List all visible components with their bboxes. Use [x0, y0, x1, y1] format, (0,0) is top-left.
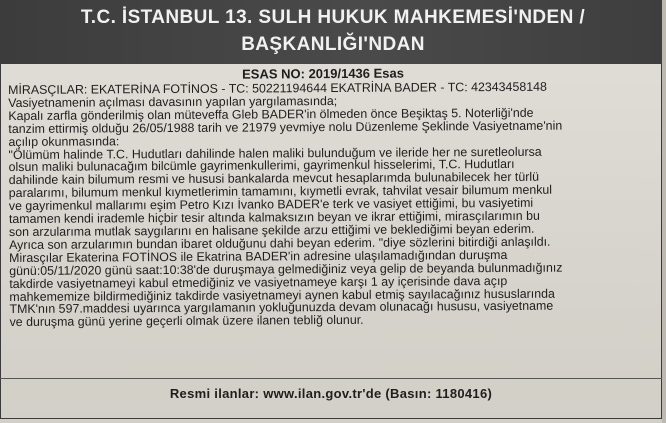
notice-line: tamamen kendi irademle hiçbir tesir altında kalmaksızın beyan ve ikrar ettiğimi, mirasçılarımın bu: [8, 208, 540, 227]
footer-divider: [0, 378, 662, 379]
notice-line: Mirasçılar Ekaterina FOTİNOS ile Ekatrina BADER'in adresine ulaşılamadığından duruşma: [9, 247, 508, 265]
notice-line: Kapalı zarfla gönderilmiş olan müteveffa Gleb BADER'in ölmeden önce Beşiktaş 5. Noterliği'nde: [8, 105, 534, 123]
notice-line: mahkememize bildirmediğiniz takdirde vasiyetnameyi aynen kabul etmiş sayılacağınız hususlarında: [9, 286, 555, 304]
notice-line: son arzularıma mutlak saygılarını en halisane şekilde arzu ettiğimi ve beklediğimi beyan ederim.: [8, 221, 535, 239]
notice-line: ve gayrimenkul mallarımı eşim Petro Kızı İvanko BADER'e terk ve vasiyet ettiğimi, bu vasiyetimi: [8, 195, 534, 214]
notice-line: Vasiyetnamenin açılması davasının yapılan yargılamasında;: [8, 93, 338, 110]
notice-line: MİRASÇILAR: EKATERİNA FOTİNOS - TC: 50221194644 EKATRİNA BADER - TC: 42343458148: [8, 79, 547, 97]
notice-line: paralarımı, bilumum menkul kıymetlerimin tamamını, kıymetli evrak, tahvilat vesair bilumum menkul: [8, 182, 553, 201]
header-line-2: BAŞKANLIĞI'NDAN: [241, 34, 425, 55]
case-number: ESAS NO: 2019/1436 Esas: [242, 65, 405, 82]
notice-line: TMK'nın 597.maddesi uyarınca yargılamanın yokluğunuzda devam olunacağı hususu, vasiyetname: [9, 299, 554, 317]
page-edge-shadow: [662, 0, 666, 423]
notice-line: ve duruşma günü yerine geçerli olmak üzere ilanen tebliğ olunur.: [9, 313, 364, 330]
notice-header: [0, 0, 666, 64]
notice-line: takdirde vasiyetnameyi kabul etmediğiniz ve vasiyetnameye karşı 1 ay içerisinde dava açıp: [9, 273, 508, 291]
notice-line: tanzim ettirmiş olduğu 26/05/1988 tarih ve 21979 yevmiye nolu Düzenleme Şeklinde Vasiyetname'nin: [8, 118, 563, 136]
notice-line: açılıp okunmasında:: [8, 133, 120, 149]
notice-line: günü:05/11/2020 günü saat:10:38'de duruşmaya gelmediğiniz veya gelip de beyanda bulunmadığınız: [9, 260, 563, 278]
header-line-1: T.C. İSTANBUL 13. SULH HUKUK MAHKEMESİ'NDEN /: [80, 7, 586, 28]
footer-text: Resmi ilanlar: www.ilan.gov.tr'de (Basın: 1180416): [169, 386, 493, 401]
notice-line: dahilinde kain bilumum resmi ve hususi bankalarda mevcut hesaplarımda bulunabilecek her türlü: [8, 170, 540, 188]
notice-line: "Ölümüm halinde T.C. Hudutları dahilinde halen maliki bulunduğum ve ileride her ne suretleolursa: [8, 144, 542, 162]
notice-body: [8, 64, 640, 329]
notice-line: Ayrıca son arzularımın bundan ibaret olduğunu dahi beyan ederim. "diye sözlerini bitirdiği anlaşıldı.: [9, 234, 551, 252]
notice-text: [8, 80, 639, 329]
notice-line: olsun maliki bulunacağım bilcümle gayrimenkullerimi, gayrimenkul hisselerimi, T.C. Hudutları: [8, 157, 515, 175]
